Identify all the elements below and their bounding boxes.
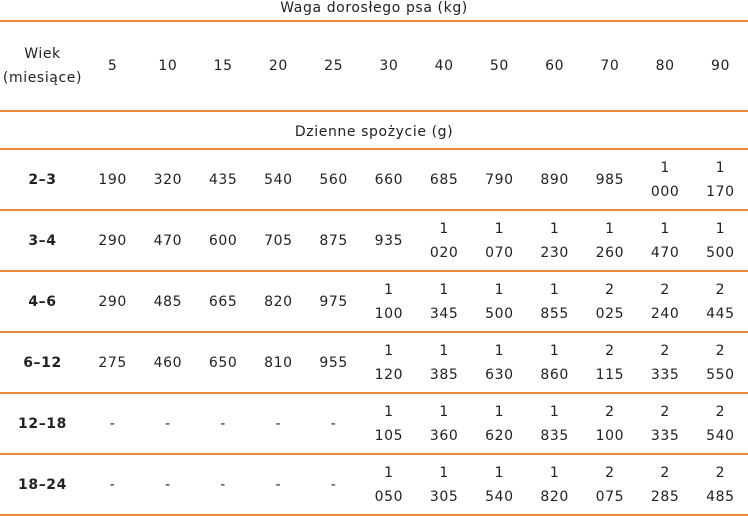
intake-value: 2 025 bbox=[595, 281, 625, 322]
intake-value: 875 bbox=[319, 232, 348, 249]
weight-header-value: 5 bbox=[107, 58, 118, 74]
intake-cell bbox=[693, 393, 748, 454]
intake-cell bbox=[472, 454, 527, 515]
intake-value: 2 445 bbox=[706, 281, 735, 322]
intake-value: 600 bbox=[208, 232, 238, 249]
weight-header-value: 70 bbox=[600, 58, 620, 74]
intake-cell bbox=[693, 454, 748, 515]
intake-cell bbox=[638, 271, 693, 332]
intake-cell bbox=[140, 454, 195, 515]
table-row bbox=[0, 393, 748, 454]
intake-cell bbox=[85, 210, 140, 271]
intake-value: 460 bbox=[153, 354, 183, 371]
intake-cell bbox=[140, 210, 195, 271]
intake-value: 685 bbox=[429, 171, 459, 188]
intake-cell bbox=[693, 210, 748, 271]
intake-value: - bbox=[220, 476, 226, 493]
weight-header-value: 10 bbox=[158, 58, 178, 74]
weight-header-cell bbox=[582, 21, 637, 111]
intake-value: 1 070 bbox=[485, 220, 514, 261]
intake-value: 935 bbox=[374, 232, 404, 249]
intake-cell bbox=[527, 454, 582, 515]
intake-cell bbox=[251, 332, 306, 393]
intake-value: 1 260 bbox=[595, 220, 625, 261]
intake-cell bbox=[527, 393, 582, 454]
intake-value: 665 bbox=[208, 293, 238, 310]
intake-cell bbox=[417, 210, 472, 271]
intake-value: 1 630 bbox=[485, 342, 514, 383]
intake-cell bbox=[306, 210, 361, 271]
weight-header-cell bbox=[306, 21, 361, 111]
weight-header-row bbox=[0, 21, 748, 111]
intake-value: 1 540 bbox=[485, 464, 514, 505]
intake-cell bbox=[306, 332, 361, 393]
intake-cell bbox=[196, 454, 251, 515]
intake-value: 1 170 bbox=[706, 159, 735, 200]
intake-value: 1 305 bbox=[429, 464, 459, 505]
age-header-line1: Wiek bbox=[24, 46, 61, 62]
intake-value: 290 bbox=[98, 232, 127, 249]
intake-cell bbox=[306, 393, 361, 454]
intake-cell bbox=[417, 454, 472, 515]
intake-value: 2 335 bbox=[650, 403, 680, 444]
intake-cell bbox=[251, 393, 306, 454]
intake-cell bbox=[251, 149, 306, 210]
intake-value: 1 345 bbox=[429, 281, 459, 322]
intake-cell bbox=[582, 149, 637, 210]
weight-header-value: 40 bbox=[434, 58, 454, 74]
weight-header-value: 30 bbox=[379, 58, 399, 74]
weight-header-cell bbox=[693, 21, 748, 111]
intake-cell bbox=[582, 332, 637, 393]
intake-cell bbox=[251, 271, 306, 332]
intake-cell bbox=[417, 271, 472, 332]
table-row bbox=[0, 332, 748, 393]
weight-header-cell bbox=[140, 21, 195, 111]
weight-header-cell bbox=[85, 21, 140, 111]
age-label: 18–24 bbox=[18, 476, 67, 493]
weight-header-cell bbox=[361, 21, 416, 111]
intake-value: 290 bbox=[98, 293, 127, 310]
weight-header-value: 60 bbox=[545, 58, 565, 74]
intake-cell bbox=[251, 454, 306, 515]
intake-value: 560 bbox=[319, 171, 348, 188]
intake-cell bbox=[638, 332, 693, 393]
intake-cell bbox=[85, 271, 140, 332]
intake-cell bbox=[638, 210, 693, 271]
age-cell bbox=[0, 210, 85, 271]
intake-value: - bbox=[220, 415, 226, 432]
intake-value: 2 550 bbox=[706, 342, 735, 383]
intake-value: 1 100 bbox=[374, 281, 404, 322]
intake-value: 2 285 bbox=[650, 464, 680, 505]
intake-value: 190 bbox=[98, 171, 127, 188]
intake-value: 975 bbox=[319, 293, 348, 310]
intake-value: 470 bbox=[153, 232, 183, 249]
intake-cell bbox=[527, 210, 582, 271]
intake-value: 650 bbox=[208, 354, 238, 371]
intake-value: - bbox=[275, 415, 282, 432]
subheader-text: Dzienne spożycie (g) bbox=[294, 124, 454, 140]
intake-cell bbox=[417, 393, 472, 454]
table-title-row bbox=[0, 0, 748, 21]
weight-header-value: 15 bbox=[213, 58, 233, 74]
intake-value: 820 bbox=[264, 293, 293, 310]
weight-header-value: 90 bbox=[710, 58, 730, 74]
intake-cell bbox=[472, 271, 527, 332]
intake-value: - bbox=[165, 476, 171, 493]
intake-value: 275 bbox=[98, 354, 127, 371]
intake-cell bbox=[251, 210, 306, 271]
intake-cell bbox=[693, 149, 748, 210]
intake-cell bbox=[472, 149, 527, 210]
intake-cell bbox=[306, 454, 361, 515]
age-label: 6–12 bbox=[23, 354, 62, 371]
intake-cell bbox=[582, 210, 637, 271]
weight-header-cell bbox=[417, 21, 472, 111]
intake-cell bbox=[196, 149, 251, 210]
intake-value: 485 bbox=[153, 293, 183, 310]
intake-cell bbox=[85, 393, 140, 454]
age-cell bbox=[0, 393, 85, 454]
intake-value: 435 bbox=[208, 171, 238, 188]
age-label: 3–4 bbox=[28, 232, 57, 249]
intake-cell bbox=[582, 271, 637, 332]
intake-value: 1 855 bbox=[540, 281, 569, 322]
table-row bbox=[0, 454, 748, 515]
table-row bbox=[0, 149, 748, 210]
intake-value: 1 360 bbox=[429, 403, 459, 444]
intake-cell bbox=[140, 149, 195, 210]
intake-value: - bbox=[109, 415, 116, 432]
intake-cell bbox=[361, 393, 416, 454]
intake-value: 705 bbox=[264, 232, 293, 249]
weight-header-cell bbox=[251, 21, 306, 111]
intake-value: 1 470 bbox=[650, 220, 680, 261]
intake-cell bbox=[693, 271, 748, 332]
intake-value: 2 335 bbox=[650, 342, 680, 383]
intake-value: 2 115 bbox=[595, 342, 625, 383]
weight-header-value: 50 bbox=[489, 58, 509, 74]
intake-cell bbox=[306, 149, 361, 210]
age-label: 4–6 bbox=[28, 293, 57, 310]
subheader-row bbox=[0, 111, 748, 149]
weight-header-value: 20 bbox=[268, 58, 288, 74]
intake-cell bbox=[472, 332, 527, 393]
intake-cell bbox=[582, 454, 637, 515]
intake-cell bbox=[472, 393, 527, 454]
intake-value: 985 bbox=[595, 171, 625, 188]
intake-value: 1 105 bbox=[374, 403, 404, 444]
table-row bbox=[0, 271, 748, 332]
intake-cell bbox=[638, 149, 693, 210]
intake-value: 1 230 bbox=[540, 220, 569, 261]
intake-cell bbox=[417, 332, 472, 393]
intake-value: 1 050 bbox=[374, 464, 404, 505]
weight-header-cell bbox=[196, 21, 251, 111]
intake-value: 1 020 bbox=[429, 220, 459, 261]
intake-value: 790 bbox=[485, 171, 514, 188]
intake-value: - bbox=[109, 476, 116, 493]
intake-cell bbox=[196, 271, 251, 332]
intake-cell bbox=[196, 393, 251, 454]
age-cell bbox=[0, 454, 85, 515]
intake-cell bbox=[140, 271, 195, 332]
age-cell bbox=[0, 149, 85, 210]
subheader bbox=[0, 111, 748, 149]
intake-cell bbox=[582, 393, 637, 454]
intake-cell bbox=[306, 271, 361, 332]
age-cell bbox=[0, 332, 85, 393]
age-header-line2: (miesiące) bbox=[2, 70, 83, 86]
intake-cell bbox=[361, 271, 416, 332]
intake-value: 2 485 bbox=[706, 464, 735, 505]
intake-value: 1 620 bbox=[485, 403, 514, 444]
age-header bbox=[0, 21, 85, 111]
weight-header-value: 25 bbox=[324, 58, 344, 74]
intake-cell bbox=[527, 271, 582, 332]
intake-value: 2 240 bbox=[650, 281, 680, 322]
intake-value: 2 100 bbox=[595, 403, 625, 444]
intake-value: 955 bbox=[319, 354, 348, 371]
intake-value: 890 bbox=[540, 171, 569, 188]
intake-cell bbox=[693, 332, 748, 393]
intake-value: 1 500 bbox=[706, 220, 735, 261]
table-title-text: Waga dorosłego psa (kg) bbox=[280, 0, 468, 16]
intake-cell bbox=[85, 149, 140, 210]
weight-header-cell bbox=[527, 21, 582, 111]
intake-cell bbox=[85, 332, 140, 393]
intake-value: - bbox=[165, 415, 171, 432]
intake-cell bbox=[196, 332, 251, 393]
weight-header-cell bbox=[472, 21, 527, 111]
intake-value: 660 bbox=[374, 171, 404, 188]
intake-cell bbox=[527, 149, 582, 210]
intake-value: 2 540 bbox=[706, 403, 735, 444]
intake-value: - bbox=[275, 476, 282, 493]
age-label: 2–3 bbox=[28, 171, 57, 188]
intake-cell bbox=[196, 210, 251, 271]
intake-value: 2 075 bbox=[595, 464, 625, 505]
intake-value: 1 000 bbox=[650, 159, 680, 200]
intake-cell bbox=[361, 210, 416, 271]
intake-value: - bbox=[330, 415, 337, 432]
table-row bbox=[0, 210, 748, 271]
intake-value: 540 bbox=[264, 171, 293, 188]
intake-value: 810 bbox=[264, 354, 293, 371]
intake-cell bbox=[85, 454, 140, 515]
intake-value: 1 120 bbox=[374, 342, 404, 383]
intake-cell bbox=[361, 332, 416, 393]
intake-cell bbox=[638, 454, 693, 515]
intake-cell bbox=[527, 332, 582, 393]
intake-cell bbox=[140, 393, 195, 454]
intake-value: - bbox=[330, 476, 337, 493]
intake-value: 1 820 bbox=[540, 464, 569, 505]
intake-value: 1 860 bbox=[540, 342, 569, 383]
intake-cell bbox=[417, 149, 472, 210]
age-label: 12–18 bbox=[18, 415, 67, 432]
intake-value: 320 bbox=[153, 171, 183, 188]
weight-header-value: 80 bbox=[655, 58, 675, 74]
weight-header-cell bbox=[638, 21, 693, 111]
intake-value: 1 500 bbox=[485, 281, 514, 322]
intake-cell bbox=[361, 454, 416, 515]
intake-cell bbox=[472, 210, 527, 271]
intake-value: 1 835 bbox=[540, 403, 569, 444]
age-cell bbox=[0, 271, 85, 332]
intake-cell bbox=[638, 393, 693, 454]
table-title bbox=[0, 0, 748, 21]
intake-cell bbox=[140, 332, 195, 393]
intake-value: 1 385 bbox=[429, 342, 459, 383]
intake-cell bbox=[361, 149, 416, 210]
